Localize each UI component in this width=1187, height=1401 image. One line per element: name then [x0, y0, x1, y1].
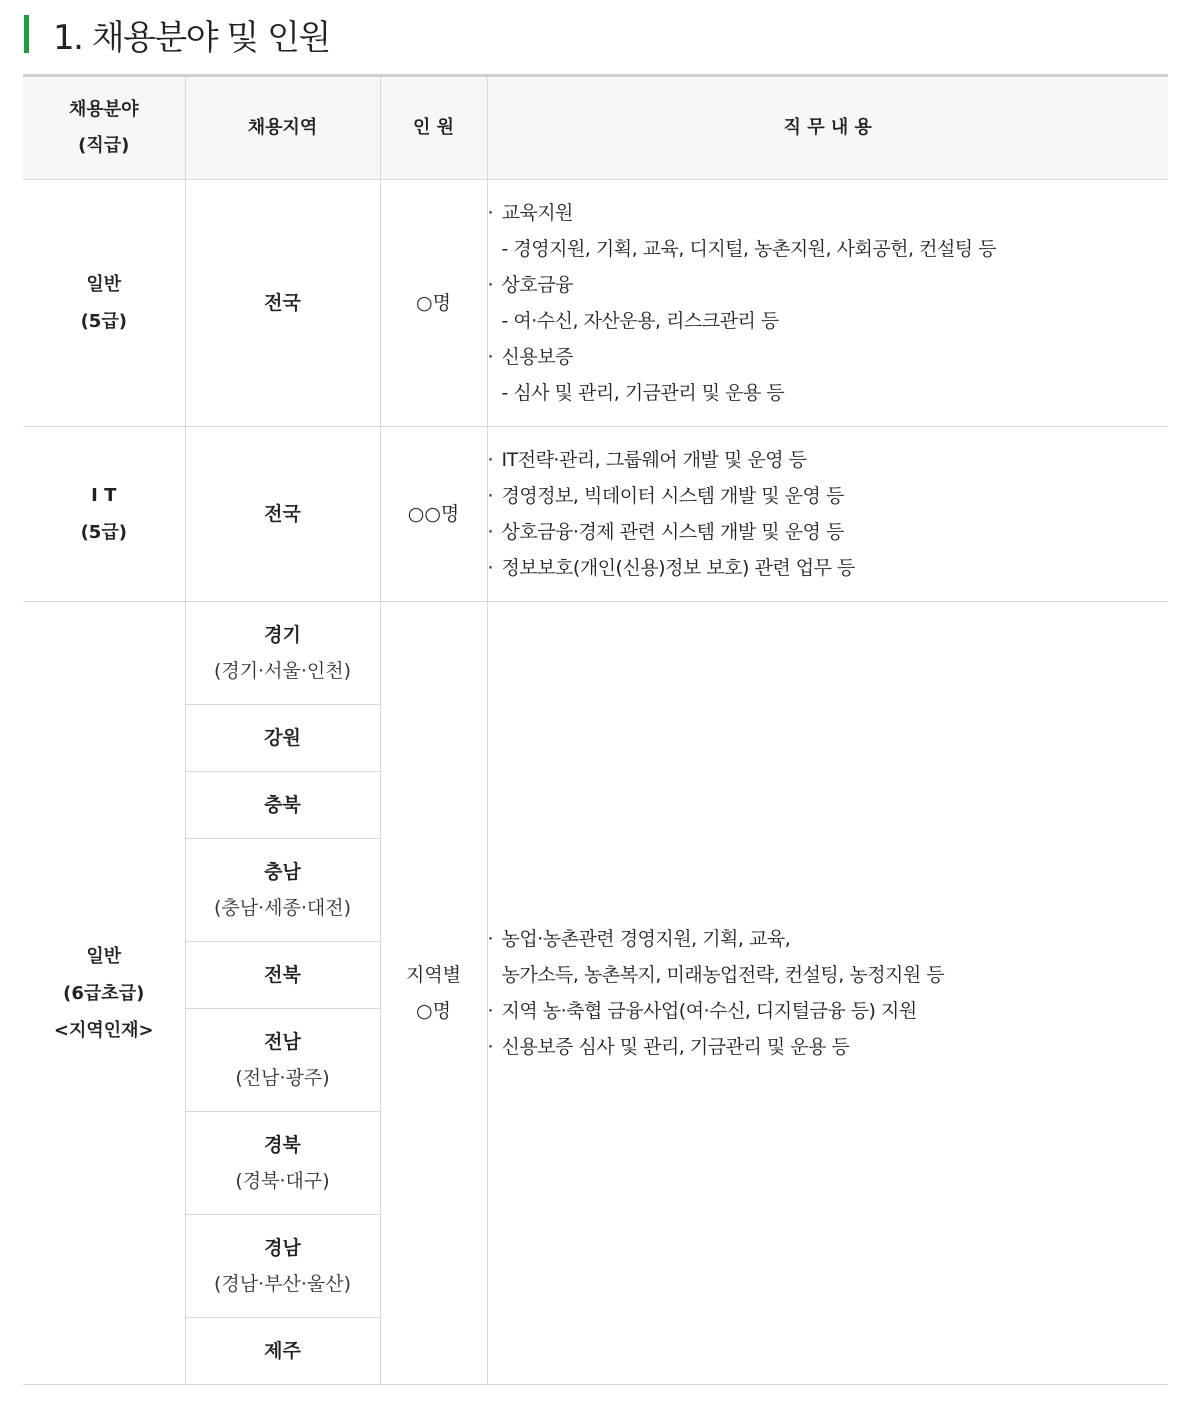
category-name: 일반 [86, 945, 122, 967]
table-header-row [23, 76, 1168, 180]
duty-subitem: - 여·수신, 자산운용, 리스크관리 등 [501, 310, 779, 332]
duty-item: · 신용보증 [487, 346, 573, 368]
table-row [23, 427, 1168, 602]
table-row [23, 602, 1168, 705]
region-cell [185, 942, 380, 1009]
duty-item: · 정보보호(개인(신용)정보 보호) 관련 업무 등 [487, 557, 855, 579]
header-region: 채용지역 [185, 76, 380, 180]
region-sub: (충남·세종·대전) [213, 897, 352, 919]
duty-item: · 농업·농촌관련 경영지원, 기획, 교육, [487, 928, 791, 950]
region-cell [185, 705, 380, 772]
category-grade: (5급) [80, 522, 127, 543]
region-name: 강원 [264, 727, 301, 749]
count-line2: ○명 [416, 1000, 451, 1022]
table-row [23, 180, 1168, 427]
region-name: 충북 [264, 794, 301, 816]
section-title: 1. 채용분야 및 인원 [53, 17, 330, 58]
count-cell: ○명 [380, 180, 487, 427]
region-sub: (경남·부산·울산) [213, 1273, 352, 1295]
duty-item: · 경영정보, 빅데이터 시스템 개발 및 운영 등 [487, 485, 844, 507]
region-name: 충남 [264, 861, 301, 883]
count-cell [380, 602, 487, 1385]
duty-cell [487, 602, 1168, 1385]
category-cell [23, 602, 185, 1385]
heading-accent-bar [24, 15, 29, 53]
header-field-line1: 채용분야 [68, 99, 139, 120]
duty-item: · IT전략·관리, 그룹웨어 개발 및 운영 등 [487, 449, 807, 471]
duty-item: · 교육지원 [487, 202, 573, 224]
duty-item: · 신용보증 심사 및 관리, 기금관리 및 운용 등 [487, 1036, 850, 1058]
category-grade: (5급) [80, 311, 127, 332]
header-field-line2: (직급) [78, 135, 130, 156]
region-cell [185, 772, 380, 839]
region-cell [185, 427, 380, 602]
count-cell: ○○명 [380, 427, 487, 602]
category-cell [23, 180, 185, 427]
region-name: 경남 [264, 1237, 301, 1259]
header-count: 인 원 [380, 76, 487, 180]
region-cell [185, 602, 380, 705]
region-name: 전국 [264, 292, 301, 314]
duty-item: · 상호금융·경제 관련 시스템 개발 및 운영 등 [487, 521, 844, 543]
duty-subitem: - 심사 및 관리, 기금관리 및 운용 등 [501, 382, 785, 404]
duty-subitem: - 경영지원, 기획, 교육, 디지털, 농촌지원, 사회공헌, 컨설팅 등 [501, 238, 997, 260]
duty-item: · 지역 농·축협 금융사업(여·수신, 디지털금융 등) 지원 [487, 1000, 917, 1022]
region-name: 경기 [264, 624, 301, 646]
region-cell [185, 1215, 380, 1318]
region-cell [185, 839, 380, 942]
category-name: I T [91, 485, 117, 506]
region-cell [185, 180, 380, 427]
region-name: 전북 [264, 964, 301, 986]
region-cell [185, 1112, 380, 1215]
count-line1: 지역별 [405, 964, 462, 986]
region-cell [185, 1318, 380, 1385]
recruitment-table [23, 74, 1168, 1385]
category-cell [23, 427, 185, 602]
section-heading [24, 12, 330, 56]
region-sub: (경기·서울·인천) [213, 660, 352, 682]
region-name: 경북 [264, 1134, 301, 1156]
duty-cell [487, 427, 1168, 602]
category-name: 일반 [86, 274, 122, 295]
duty-cell [487, 180, 1168, 427]
header-field [23, 76, 185, 180]
region-sub: (경북·대구) [235, 1170, 330, 1192]
header-duty: 직 무 내 용 [487, 76, 1168, 180]
region-name: 제주 [264, 1340, 301, 1362]
duty-item: · 상호금융 [487, 274, 573, 296]
region-name: 전국 [264, 503, 301, 525]
region-sub: (전남·광주) [235, 1067, 330, 1089]
category-grade: (6급초급) [63, 982, 145, 1004]
region-name: 전남 [264, 1031, 301, 1053]
category-note: <지역인재> [53, 1019, 154, 1041]
region-cell [185, 1009, 380, 1112]
duty-continuation: 농가소득, 농촌복지, 미래농업전략, 컨설팅, 농정지원 등 [501, 964, 945, 986]
